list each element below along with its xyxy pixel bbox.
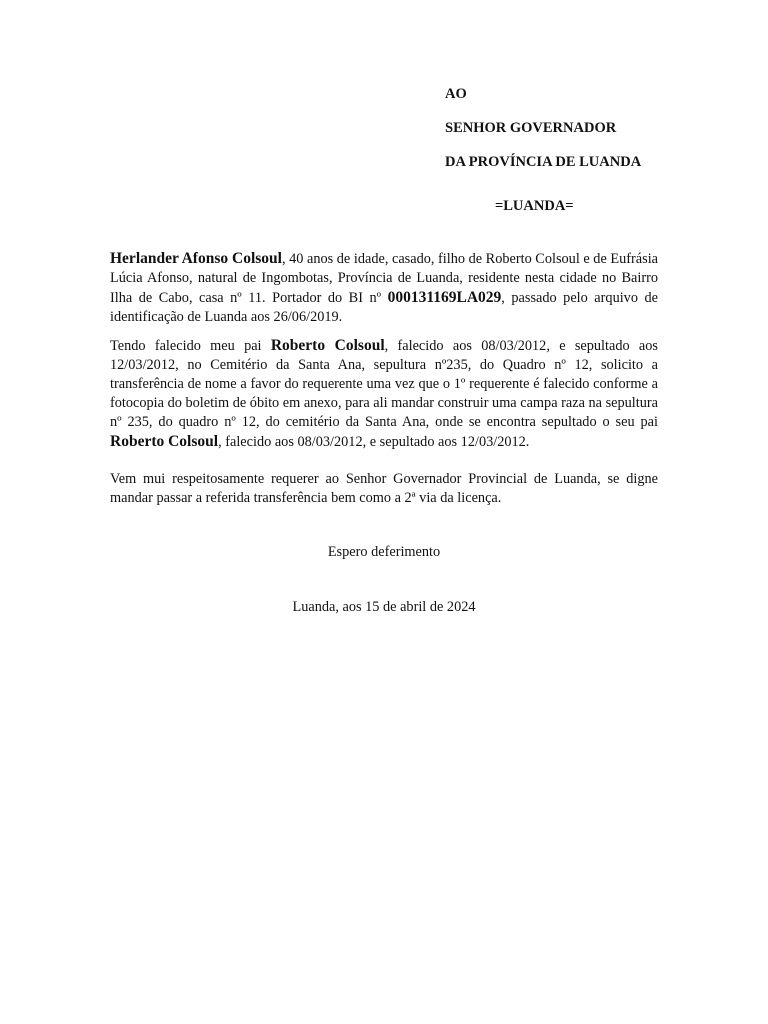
addressee-line-2: SENHOR GOVERNADOR	[445, 120, 617, 136]
applicant-name: Herlander Afonso Colsoul	[110, 250, 282, 267]
reason-text-middle: , falecido aos 08/03/2012, e sepultado aos 12/03/2012, no Cemitério da Santa Ana, sepultura nº235, do Quadro nº 12, solicito a transferência de nome a favor do requerente uma vez que o 1º requerente é falecido conforme a fotocopia do boletim de óbito em anexo, para ali mandar construir uma campa raza na sepultura nº 235, do quadro nº 12, do cemitério da Santa Ana, onde se encontra sepultado o seu pai	[110, 338, 658, 430]
addressee-line-3: DA PROVÍNCIA DE LUANDA	[445, 154, 642, 170]
reason-text-end: , falecido aos 08/03/2012, e sepultado aos 12/03/2012.	[218, 434, 530, 450]
paragraph-request-reason	[110, 336, 658, 452]
father-name: Roberto Colsoul	[270, 337, 385, 354]
applicant-details-end: , passado pelo arquivo de identificação de Luanda aos 26/06/2019.	[110, 290, 658, 325]
paragraph-applicant	[110, 249, 658, 327]
father-name-repeat: Roberto Colsoul	[110, 433, 219, 450]
paragraph-petition	[110, 470, 658, 508]
city-header: =LUANDA=	[495, 198, 574, 214]
addressee-block	[445, 84, 641, 186]
applicant-details: , 40 anos de idade, casado, filho de Roberto Colsoul e de Eufrásia Lúcia Afonso, natural de Ingombotas, Província de Luanda, residente nesta cidade no Bairro Ilha de Cabo, casa nº 11. Portador do BI nº	[110, 251, 659, 306]
closing-line: Espero deferimento	[327, 544, 441, 560]
bi-number: 000131169LA029	[387, 289, 502, 306]
place-date-line: Luanda, aos 15 de abril de 2024	[292, 599, 476, 615]
petition-text: Vem mui respeitosamente requerer ao Senhor Governador Provincial de Luanda, se digne mandar passar a referida transferência bem como a 2ª via da licença.	[110, 471, 658, 506]
reason-text-start: Tendo falecido meu pai	[110, 338, 271, 354]
addressee-line-1: AO	[445, 86, 467, 102]
